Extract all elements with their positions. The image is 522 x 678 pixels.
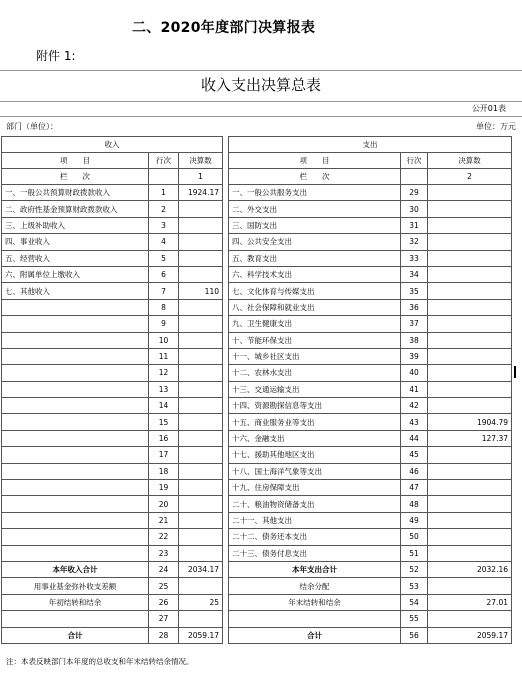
income-amount-header: 决算数 bbox=[179, 153, 223, 169]
table-row bbox=[2, 217, 512, 233]
expense-amount bbox=[428, 234, 512, 250]
expense-item: 九、卫生健康支出 bbox=[229, 316, 401, 332]
income-line-no: 21 bbox=[149, 512, 179, 528]
income-item bbox=[2, 348, 149, 364]
income-line-no: 11 bbox=[149, 348, 179, 364]
income-line-no: 8 bbox=[149, 299, 179, 315]
income-line-header: 行次 bbox=[149, 153, 179, 169]
income-item: 七、其他收入 bbox=[2, 283, 149, 299]
income-line-no: 5 bbox=[149, 250, 179, 266]
income-item: 一、一般公共预算财政拨款收入 bbox=[2, 185, 149, 201]
income-amount: 110 bbox=[179, 283, 223, 299]
income-item bbox=[2, 463, 149, 479]
expense-amount bbox=[428, 480, 512, 496]
income-line-no: 1 bbox=[149, 185, 179, 201]
expense-amount bbox=[428, 512, 512, 528]
income-line-no: 15 bbox=[149, 414, 179, 430]
table-row bbox=[2, 185, 512, 201]
expense-line-no: 33 bbox=[401, 250, 428, 266]
expense-line-no: 31 bbox=[401, 217, 428, 233]
table-row bbox=[2, 381, 512, 397]
expense-amount: 2059.17 bbox=[428, 627, 512, 643]
income-amount bbox=[179, 430, 223, 446]
income-item: 五、经营收入 bbox=[2, 250, 149, 266]
column-index-row bbox=[2, 169, 512, 185]
income-amount bbox=[179, 332, 223, 348]
income-line-no: 7 bbox=[149, 283, 179, 299]
income-line-no: 3 bbox=[149, 217, 179, 233]
income-line-no: 13 bbox=[149, 381, 179, 397]
summary-row bbox=[2, 578, 512, 594]
expense-line-no: 44 bbox=[401, 430, 428, 446]
text-cursor bbox=[514, 366, 516, 378]
unit-label: 单位：万元 bbox=[476, 122, 516, 131]
expense-column-index: 2 bbox=[428, 169, 512, 185]
income-amount bbox=[179, 578, 223, 594]
expense-line-no: 52 bbox=[401, 561, 428, 577]
income-item bbox=[2, 365, 149, 381]
expense-amount bbox=[428, 332, 512, 348]
expense-item: 二十一、其他支出 bbox=[229, 512, 401, 528]
income-amount bbox=[179, 414, 223, 430]
department-label: 部门（单位）： bbox=[6, 122, 58, 131]
table-row bbox=[2, 545, 512, 561]
income-amount: 2059.17 bbox=[179, 627, 223, 643]
summary-row bbox=[2, 611, 512, 627]
income-item bbox=[2, 381, 149, 397]
table-row bbox=[2, 463, 512, 479]
expense-item-header: 项 目 bbox=[229, 153, 401, 169]
expense-line-no: 30 bbox=[401, 201, 428, 217]
table-row bbox=[2, 299, 512, 315]
expense-amount: 127.37 bbox=[428, 430, 512, 446]
expense-item: 十七、援助其他地区支出 bbox=[229, 447, 401, 463]
expense-line-no: 54 bbox=[401, 594, 428, 610]
expense-line-no: 47 bbox=[401, 480, 428, 496]
income-line-no: 20 bbox=[149, 496, 179, 512]
expense-item: 三、国防支出 bbox=[229, 217, 401, 233]
income-amount bbox=[179, 201, 223, 217]
expense-amount: 1904.79 bbox=[428, 414, 512, 430]
expense-amount bbox=[428, 611, 512, 627]
expense-amount bbox=[428, 316, 512, 332]
expense-item: 十九、住房保障支出 bbox=[229, 480, 401, 496]
income-item bbox=[2, 611, 149, 627]
expense-item: 十二、农林水支出 bbox=[229, 365, 401, 381]
income-lanci-label: 栏 次 bbox=[2, 169, 149, 185]
income-amount bbox=[179, 447, 223, 463]
table-footnote: 注：本表反映部门本年度的总收支和年末结转结余情况。 bbox=[6, 657, 194, 666]
expense-amount bbox=[428, 529, 512, 545]
income-item: 二、政府性基金预算财政拨款收入 bbox=[2, 201, 149, 217]
income-expense-table bbox=[1, 136, 512, 644]
income-column-index: 1 bbox=[179, 169, 223, 185]
summary-row bbox=[2, 627, 512, 643]
expense-amount bbox=[428, 447, 512, 463]
title-bottom-border bbox=[0, 101, 522, 102]
income-amount bbox=[179, 234, 223, 250]
income-amount: 25 bbox=[179, 594, 223, 610]
income-amount bbox=[179, 463, 223, 479]
expense-item: 十六、金融支出 bbox=[229, 430, 401, 446]
income-amount bbox=[179, 266, 223, 282]
expense-amount: 2032.16 bbox=[428, 561, 512, 577]
expense-line-no: 37 bbox=[401, 316, 428, 332]
expense-amount bbox=[428, 217, 512, 233]
expense-line-no: 49 bbox=[401, 512, 428, 528]
income-line-no: 19 bbox=[149, 480, 179, 496]
income-item bbox=[2, 447, 149, 463]
expense-line-no: 34 bbox=[401, 266, 428, 282]
summary-row bbox=[2, 594, 512, 610]
expense-amount bbox=[428, 545, 512, 561]
expense-amount bbox=[428, 185, 512, 201]
expense-item: 本年支出合计 bbox=[229, 561, 401, 577]
income-amount bbox=[179, 299, 223, 315]
income-item bbox=[2, 512, 149, 528]
expense-lanci-label: 栏 次 bbox=[229, 169, 401, 185]
income-line-no: 22 bbox=[149, 529, 179, 545]
income-item: 三、上级补助收入 bbox=[2, 217, 149, 233]
income-amount bbox=[179, 496, 223, 512]
income-line-no: 27 bbox=[149, 611, 179, 627]
income-amount bbox=[179, 348, 223, 364]
income-amount bbox=[179, 365, 223, 381]
table-row bbox=[2, 430, 512, 446]
table-row bbox=[2, 398, 512, 414]
table-row bbox=[2, 332, 512, 348]
income-amount bbox=[179, 250, 223, 266]
income-line-no: 12 bbox=[149, 365, 179, 381]
expense-amount bbox=[428, 578, 512, 594]
table-row bbox=[2, 480, 512, 496]
income-line-no: 14 bbox=[149, 398, 179, 414]
income-line-no: 24 bbox=[149, 561, 179, 577]
form-number: 公开01表 bbox=[471, 104, 506, 113]
income-line-no: 2 bbox=[149, 201, 179, 217]
expense-item: 六、科学技术支出 bbox=[229, 266, 401, 282]
income-line-no: 10 bbox=[149, 332, 179, 348]
expense-line-no: 39 bbox=[401, 348, 428, 364]
expense-line-no: 40 bbox=[401, 365, 428, 381]
income-item: 用事业基金弥补收支差额 bbox=[2, 578, 149, 594]
expense-line-no: 29 bbox=[401, 185, 428, 201]
expense-header: 支出 bbox=[229, 137, 512, 153]
income-line-no: 25 bbox=[149, 578, 179, 594]
expense-item: 四、公共安全支出 bbox=[229, 234, 401, 250]
expense-amount bbox=[428, 398, 512, 414]
income-amount: 2034.17 bbox=[179, 561, 223, 577]
table-row bbox=[2, 201, 512, 217]
income-line-no: 18 bbox=[149, 463, 179, 479]
income-line-no: 28 bbox=[149, 627, 179, 643]
table-row bbox=[2, 496, 512, 512]
expense-amount bbox=[428, 348, 512, 364]
expense-amount: 27.01 bbox=[428, 594, 512, 610]
expense-amount bbox=[428, 250, 512, 266]
expense-item: 二十、粮油物资储备支出 bbox=[229, 496, 401, 512]
expense-item: 八、社会保障和就业支出 bbox=[229, 299, 401, 315]
expense-item: 十四、资源勘探信息等支出 bbox=[229, 398, 401, 414]
expense-line-no: 46 bbox=[401, 463, 428, 479]
expense-amount bbox=[428, 201, 512, 217]
expense-line-no: 56 bbox=[401, 627, 428, 643]
expense-amount-header: 决算数 bbox=[428, 153, 512, 169]
expense-item: 十一、城乡社区支出 bbox=[229, 348, 401, 364]
table-row bbox=[2, 234, 512, 250]
income-item: 六、附属单位上缴收入 bbox=[2, 266, 149, 282]
table-row bbox=[2, 414, 512, 430]
expense-line-no: 45 bbox=[401, 447, 428, 463]
expense-line-no: 50 bbox=[401, 529, 428, 545]
table-row bbox=[2, 512, 512, 528]
expense-line-no: 51 bbox=[401, 545, 428, 561]
table-row bbox=[2, 348, 512, 364]
expense-item: 五、教育支出 bbox=[229, 250, 401, 266]
expense-lanci-empty bbox=[401, 169, 428, 185]
expense-item: 十八、国土海洋气象等支出 bbox=[229, 463, 401, 479]
income-amount bbox=[179, 217, 223, 233]
attachment-label: 附件 1: bbox=[36, 49, 76, 63]
expense-amount bbox=[428, 496, 512, 512]
income-item: 合计 bbox=[2, 627, 149, 643]
expense-line-no: 32 bbox=[401, 234, 428, 250]
expense-line-no: 43 bbox=[401, 414, 428, 430]
income-amount bbox=[179, 316, 223, 332]
table-row bbox=[2, 529, 512, 545]
expense-amount bbox=[428, 283, 512, 299]
income-item bbox=[2, 430, 149, 446]
income-item bbox=[2, 529, 149, 545]
expense-item: 一、一般公共服务支出 bbox=[229, 185, 401, 201]
table-row bbox=[2, 283, 512, 299]
income-line-no: 6 bbox=[149, 266, 179, 282]
income-item bbox=[2, 414, 149, 430]
income-amount bbox=[179, 529, 223, 545]
income-item bbox=[2, 316, 149, 332]
expense-amount bbox=[428, 365, 512, 381]
income-amount bbox=[179, 512, 223, 528]
income-line-no: 26 bbox=[149, 594, 179, 610]
expense-amount bbox=[428, 266, 512, 282]
income-item: 本年收入合计 bbox=[2, 561, 149, 577]
income-line-no: 17 bbox=[149, 447, 179, 463]
income-line-no: 9 bbox=[149, 316, 179, 332]
expense-line-no: 41 bbox=[401, 381, 428, 397]
expense-item: 十、节能环保支出 bbox=[229, 332, 401, 348]
expense-line-no: 38 bbox=[401, 332, 428, 348]
income-item: 年初结转和结余 bbox=[2, 594, 149, 610]
expense-item: 十五、商业服务业等支出 bbox=[229, 414, 401, 430]
income-amount bbox=[179, 545, 223, 561]
expense-item: 合计 bbox=[229, 627, 401, 643]
title-top-border bbox=[0, 70, 522, 71]
income-item bbox=[2, 299, 149, 315]
expense-item: 十三、交通运输支出 bbox=[229, 381, 401, 397]
expense-item: 七、文化体育与传媒支出 bbox=[229, 283, 401, 299]
income-amount bbox=[179, 398, 223, 414]
expense-line-header: 行次 bbox=[401, 153, 428, 169]
expense-line-no: 36 bbox=[401, 299, 428, 315]
section-header-row bbox=[2, 137, 512, 153]
expense-amount bbox=[428, 299, 512, 315]
table-row bbox=[2, 250, 512, 266]
income-amount bbox=[179, 611, 223, 627]
expense-item: 二十二、债务还本支出 bbox=[229, 529, 401, 545]
page-heading: 二、2020年度部门决算报表 bbox=[132, 20, 316, 36]
expense-item: 二十三、债务付息支出 bbox=[229, 545, 401, 561]
income-line-no: 16 bbox=[149, 430, 179, 446]
form-border bbox=[0, 116, 522, 117]
summary-row bbox=[2, 561, 512, 577]
income-item bbox=[2, 332, 149, 348]
table-row bbox=[2, 316, 512, 332]
expense-line-no: 48 bbox=[401, 496, 428, 512]
column-header-row bbox=[2, 153, 512, 169]
income-item-header: 项 目 bbox=[2, 153, 149, 169]
table-title: 收入支出决算总表 bbox=[200, 76, 321, 94]
expense-amount bbox=[428, 463, 512, 479]
table-row bbox=[2, 266, 512, 282]
income-item bbox=[2, 545, 149, 561]
income-header: 收入 bbox=[2, 137, 223, 153]
expense-amount bbox=[428, 381, 512, 397]
income-amount: 1924.17 bbox=[179, 185, 223, 201]
expense-item bbox=[229, 611, 401, 627]
income-item bbox=[2, 398, 149, 414]
table-row bbox=[2, 365, 512, 381]
expense-item: 结余分配 bbox=[229, 578, 401, 594]
expense-item: 年末结转和结余 bbox=[229, 594, 401, 610]
income-line-no: 4 bbox=[149, 234, 179, 250]
expense-line-no: 42 bbox=[401, 398, 428, 414]
expense-line-no: 55 bbox=[401, 611, 428, 627]
income-lanci-empty bbox=[149, 169, 179, 185]
income-item: 四、事业收入 bbox=[2, 234, 149, 250]
expense-item: 二、外交支出 bbox=[229, 201, 401, 217]
income-amount bbox=[179, 381, 223, 397]
expense-line-no: 35 bbox=[401, 283, 428, 299]
income-item bbox=[2, 480, 149, 496]
income-amount bbox=[179, 480, 223, 496]
income-item bbox=[2, 496, 149, 512]
income-line-no: 23 bbox=[149, 545, 179, 561]
table-row bbox=[2, 447, 512, 463]
expense-line-no: 53 bbox=[401, 578, 428, 594]
